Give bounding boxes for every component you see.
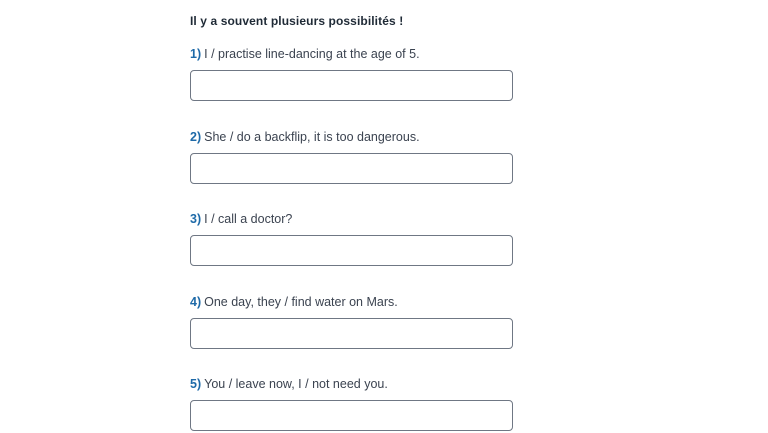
question-3-prompt [190,211,520,227]
question-3 [190,211,520,266]
question-5 [190,376,520,431]
question-2 [190,129,520,184]
question-4-number: 4) [190,295,202,309]
question-2-text: She / do a backflip, it is too dangerous. [204,130,420,144]
question-5-prompt [190,376,520,392]
question-5-number: 5) [190,377,202,391]
question-1 [190,46,520,101]
answer-input-2[interactable] [190,153,513,184]
answer-input-1[interactable] [190,70,513,101]
question-2-prompt [190,129,520,145]
question-1-number: 1) [190,47,202,61]
question-2-number: 2) [190,130,202,144]
answer-input-3[interactable] [190,235,513,266]
exercise-instruction: Il y a souvent plusieurs possibilités ! [190,14,404,28]
question-4-prompt [190,294,520,310]
question-1-text: I / practise line-dancing at the age of 5. [204,47,420,61]
question-5-text: You / leave now, I / not need you. [204,377,388,391]
question-4 [190,294,520,349]
question-3-text: I / call a doctor? [204,212,293,226]
question-1-prompt [190,46,520,62]
question-4-text: One day, they / find water on Mars. [204,295,398,309]
question-3-number: 3) [190,212,202,226]
answer-input-4[interactable] [190,318,513,349]
answer-input-5[interactable] [190,400,513,431]
